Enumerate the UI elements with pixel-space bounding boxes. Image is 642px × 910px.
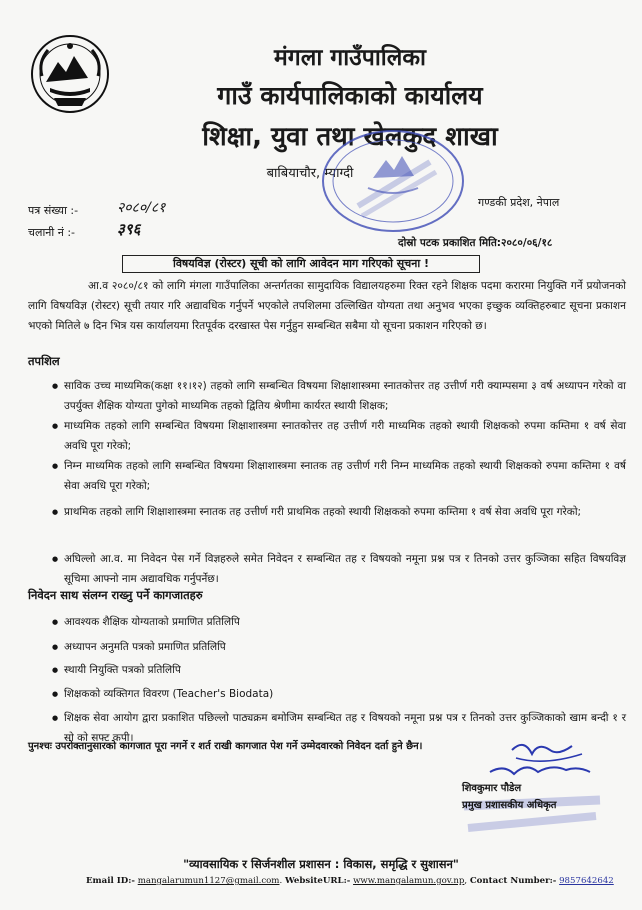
website-link[interactable]: www.mangalamun.gov.np <box>353 876 465 886</box>
slogan: "व्यावसायिक र सिर्जनशील प्रशासन : विकास, समृद्धि र सुशासन" <box>183 857 459 871</box>
municipality-name: मंगला गाउँपालिका <box>274 45 426 71</box>
qualification-item: ● प्राथमिक तहको लागि शिक्षाशास्त्रमा स्नातक तह उत्तीर्ण गरी प्राथमिक तहको स्थायी शिक्षकको रुपमा कम्तिमा १ वर्ष सेवा अवधि पूरा गरेको; <box>64 502 626 522</box>
published-label: दोस्रो पटक प्रकाशित मिति: <box>398 237 502 249</box>
notice-subject: विषयविज्ञ (रोस्टर) सूची को लागि आवेदन माग गरिएको सूचना ! <box>122 255 480 273</box>
contact-number[interactable]: 9857642642 <box>559 876 614 886</box>
letter-number-value: २०८०/८१ <box>117 200 166 216</box>
qualification-item: ● साविक उच्च माध्यमिक(कक्षा ११।१२) तहको लागि सम्बन्धित विषयमा शिक्षाशास्त्रमा स्नातकोत्तर तह उत्तीर्ण गरी क्याम्पसमा ३ वर्ष अध्यापन गरेको वा उपर्युक्त शैक्षिक योग्यता पुगेको माध्यमिक तहको द्वितिय श्रेणीमा कार्यरत स्थायी शिक्षक; <box>64 376 626 416</box>
letter-number-label: पत्र संख्या :- <box>28 204 79 217</box>
email-link[interactable]: mangalarumun1127@gmail.com <box>137 876 280 886</box>
dispatch-number-label: चलानी नं :- <box>28 226 76 239</box>
qualification-item: ● अघिल्लो आ.व. मा निवेदन पेस गर्ने विज्ञहरुले समेत निवेदन र सम्बन्धित तह र विषयको नमूना प्रश्न पत्र र तिनको उत्तर कुञ्जिका सहित विषयविज्ञ सूचिमा आफ्नो नाम अद्यावधिक गर्नुपर्नेछ। <box>64 549 626 589</box>
document-item: ● शिक्षकको व्यक्तिगत विवरण (Teacher's Biodata) <box>64 684 626 704</box>
email-label: Email ID:- <box>86 876 135 886</box>
signatory-title: प्रमुख प्रशासकीय अधिकृत <box>462 800 557 811</box>
qualification-item: ● माध्यमिक तहको लागि सम्बन्धित विषयमा शिक्षाशास्त्रमा स्नातकोत्तर तह उत्तीर्ण गरी माध्यमिक तहको स्थायी शिक्षकको रुपमा कम्तिमा १ वर्ष सेवा अवधि पूरा गरेको; <box>64 416 626 456</box>
dispatch-number-value: ३९६ <box>117 220 141 238</box>
office-name: गाउँ कार्यपालिकाको कार्यालय <box>217 81 483 110</box>
details-heading: तपशिल <box>28 354 60 368</box>
intro-paragraph: आ.व २०८०/८१ को लागि मंगला गाउँपालिका अन्तर्गतका सामुदायिक विद्यालयहरुमा रिक्त रहने शिक्षक पदमा करारमा नियुक्ति गर्ने प्रयोजनको लागि विषयविज्ञ (रोस्टर) सूची तयार गरि अद्यावधिक गर्नुपर्ने भएकोले तपशिलमा उल्लिखित योग्यता तथा अनुभव भएका इच्छुक व्यक्तिहरुबाट सूचना प्रकाशन भएको मितिले ७ दिन भित्र यस कार्यालयमा रितपूर्वक दरखास्त पेस गर्नुहुन सम्बन्धित सबैमा यो सूचना प्रकाशन गरिएको छ। <box>28 280 626 332</box>
published-date-value: २०८०/०६/१८ <box>501 237 553 249</box>
documents-heading: निवेदन साथ संलग्न राख्नु पर्ने कागजातहरु <box>28 588 203 602</box>
province-address: गण्डकी प्रदेश, नेपाल <box>478 196 560 209</box>
postscript-note: पुनश्चः उपरोक्तानुसारको कागजात पूरा नगर्ने र शर्त राखी कागजात पेश गर्ने उम्मेदवारको निवेदन दर्ता हुने छैन। <box>28 741 423 752</box>
document-item: ● स्थायी नियुक्ति पत्रको प्रतिलिपि <box>64 660 626 680</box>
document-item: ● आवश्यक शैक्षिक योग्यताको प्रमाणित प्रतिलिपि <box>64 612 626 632</box>
contact-label: Contact Number:- <box>469 876 557 886</box>
section-name: शिक्षा, युवा तथा खेलकुद शाखा <box>202 122 498 152</box>
document-item: ● शिक्षक सेवा आयोग द्वारा प्रकाशित पछिल्लो पाठ्यक्रम बमोजिम सम्बन्धित तह र विषयको नमूना प्रश्न पत्र र तिनको उत्तर कुञ्जिकाको खाम बन्दी १ र सो को सफ्ट कपी। <box>64 708 626 748</box>
signatory-name: शिवकुमार पौडेल <box>462 783 522 794</box>
office-location: बाबियाचौर, म्याग्दी <box>266 166 354 181</box>
office-seal-stamp-icon <box>318 126 468 236</box>
contact-footer: Email ID:- mangalarumun1127@gmail.com. WebsiteURL:- www.mangalamun.gov.np, Contact Number:- 9857642642 <box>86 876 614 886</box>
document-item: ● अध्यापन अनुमति पत्रको प्रमाणित प्रतिलिपि <box>64 637 626 657</box>
published-date <box>398 236 552 250</box>
qualification-item: ● निम्न माध्यमिक तहको लागि सम्बन्धित विषयमा शिक्षाशास्त्रमा स्नातक तह उत्तीर्ण गरी निम्न माध्यमिक तहको स्थायी शिक्षकको रुपमा कम्तिमा १ वर्ष सेवा अवधि पूरा गरेको; <box>64 456 626 496</box>
website-label: WebsiteURL:- <box>284 876 351 886</box>
